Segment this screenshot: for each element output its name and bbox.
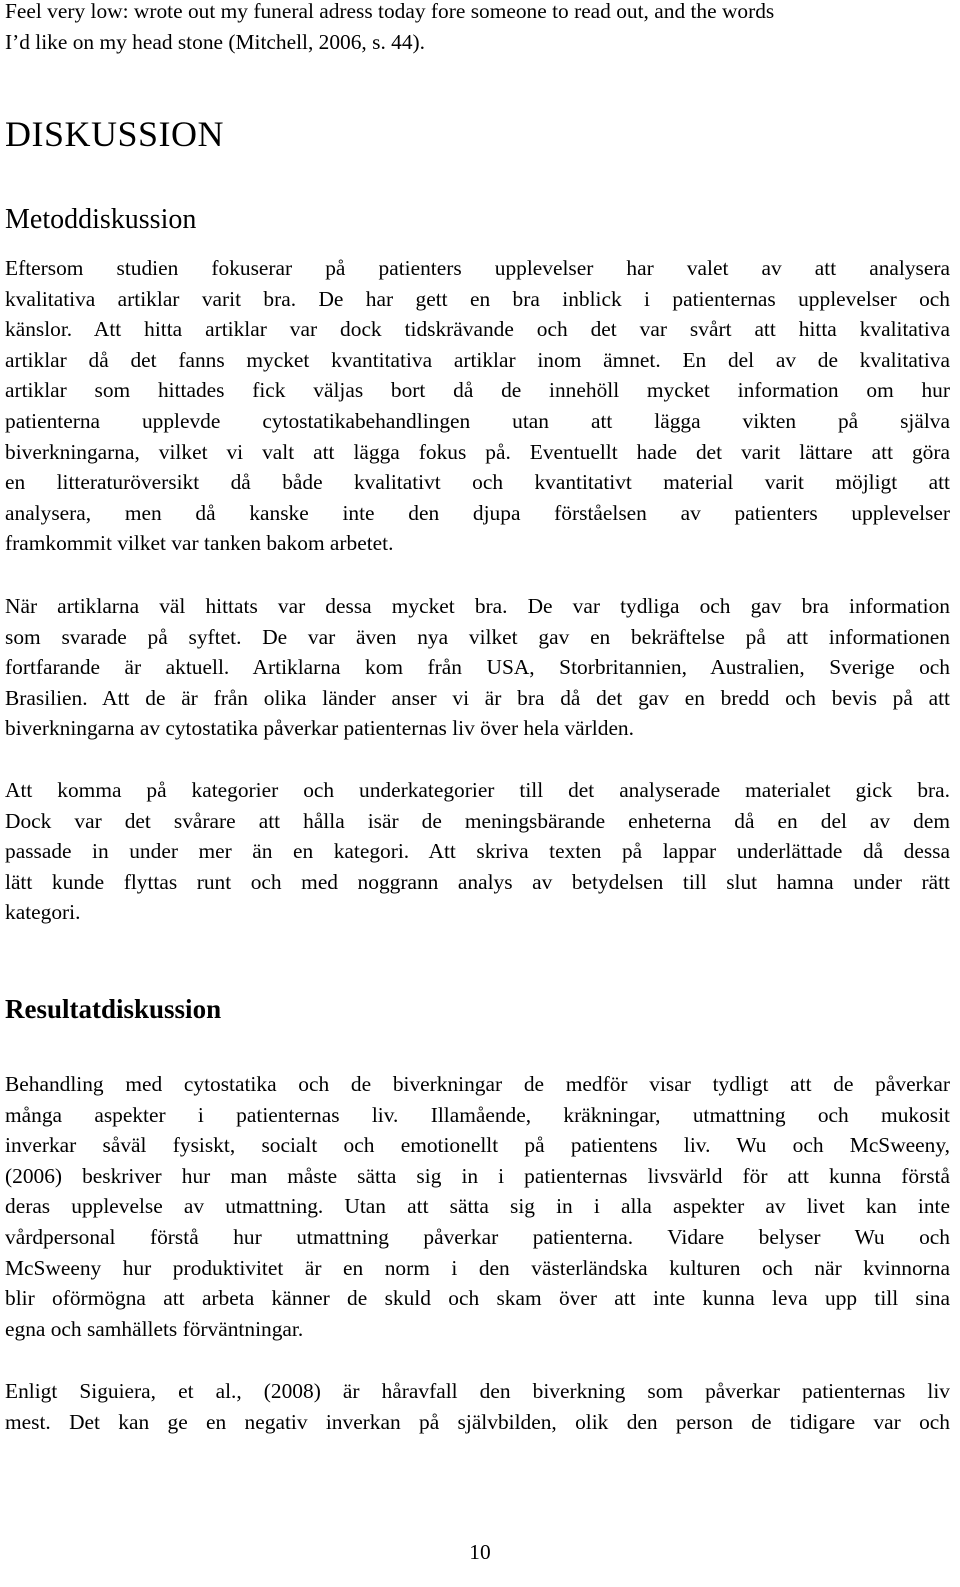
text-line: artiklar då det fanns mycket kvantitativa artiklar inom ämnet. En del av de kvalitativa — [5, 347, 950, 372]
text-line: fortfarande är aktuell. Artiklarna kom från USA, Storbritannien, Australien, Sverige och — [5, 655, 950, 680]
text-line: (2006) beskriver hur man måste sätta sig in i patienternas livsvärld för att kunna förstå — [5, 1163, 950, 1188]
text-line: en litteraturöversikt då både kvalitativt och kvantitativt material varit möjligt att — [5, 470, 950, 495]
text-line: artiklar som hittades fick väljas bort då de innehöll mycket information om hur — [5, 378, 950, 403]
text-line: Dock var det svårare att hålla isär de meningsbärande enheterna då en del av dem — [5, 808, 950, 833]
text-line: McSweeny hur produktivitet är en norm i den västerländska kulturen och när kvinnorna — [5, 1255, 950, 1280]
text-line: kvalitativa artiklar varit bra. De har gett en bra inblick i patienternas upplevelser och — [5, 286, 950, 311]
text-line: deras upplevelse av utmattning. Utan att sätta sig in i alla aspekter av livet kan inte — [5, 1194, 950, 1219]
text-line: kategori. — [5, 900, 81, 925]
method-paragraph-2 — [5, 591, 950, 744]
text-line: Enligt Siguiera, et al., (2008) är håravfall den biverkning som påverkar patienternas liv — [5, 1379, 950, 1403]
heading-resultatdiskussion: Resultatdiskussion — [5, 994, 222, 1024]
text-line: Behandling med cytostatika och de biverkningar de medför visar tydligt att de påverkar — [5, 1072, 950, 1096]
text-line: analysera, men då kanske inte den djupa förståelsen av patienters upplevelser — [5, 500, 950, 525]
text-line: patienterna upplevde cytostatikabehandlingen utan att lägga vikten på själva — [5, 408, 950, 433]
page-number: 10 — [469, 1540, 491, 1564]
text-line: blir oförmögna att arbeta känner de skuld och skam över att inte kunna leva upp till sina — [5, 1286, 950, 1311]
result-paragraph-1 — [5, 1069, 950, 1344]
text-line: biverkningarna, vilket vi valt att lägga fokus på. Eventuellt hade det varit lättare att göra — [5, 439, 950, 464]
result-paragraph-2 — [5, 1376, 950, 1437]
heading-metoddiskussion: Metoddiskussion — [5, 204, 197, 235]
text-line: lätt kunde flyttas runt och med noggrann analys av betydelsen till slut hamna under rätt — [5, 869, 950, 894]
text-line: När artiklarna väl hittats var dessa mycket bra. De var tydliga och gav bra information — [5, 594, 950, 618]
text-line: vårdpersonal förstå hur utmattning påverkar patienterna. Vidare belyser Wu och — [5, 1224, 950, 1249]
funeral-quote — [5, 0, 950, 57]
text-line: passade in under mer än en kategori. Att skriva texten på lappar underlättade då dessa — [5, 839, 950, 864]
method-paragraph-1 — [5, 253, 950, 559]
quote-line: I’d like on my head stone (Mitchell, 2006, s. 44). — [5, 29, 426, 54]
text-line: framkommit vilket var tanken bakom arbetet. — [5, 531, 394, 556]
text-line: inverkar såväl fysiskt, socialt och emotionellt på patientens liv. Wu och McSweeny, — [5, 1133, 950, 1158]
text-line: Att komma på kategorier och underkategorier till det analyserade materialet gick bra. — [5, 778, 950, 802]
text-line: mest. Det kan ge en negativ inverkan på självbilden, olik den person de tidigare var och — [5, 1409, 950, 1434]
method-paragraph-3 — [5, 775, 950, 928]
text-line: Brasilien. Att de är från olika länder anser vi är bra då det gav en bredd och bevis på att — [5, 685, 950, 710]
text-line: biverkningarna av cytostatika påverkar patienternas liv över hela världen. — [5, 716, 634, 741]
text-line: Eftersom studien fokuserar på patienters upplevelser har valet av att analysera — [5, 256, 950, 280]
text-line: många aspekter i patienternas liv. Illamående, kräkningar, utmattning och mukosit — [5, 1102, 950, 1127]
text-line: egna och samhällets förväntningar. — [5, 1316, 304, 1341]
text-line: som svarade på syftet. De var även nya vilket gav en bekräftelse på att informationen — [5, 624, 950, 649]
quote-line: Feel very low: wrote out my funeral adress today fore someone to read out, and the words — [5, 0, 775, 23]
text-line: känslor. Att hitta artiklar var dock tidskrävande och det var svårt att hitta kvalitativa — [5, 317, 950, 342]
heading-diskussion: DISKUSSION — [5, 114, 225, 154]
